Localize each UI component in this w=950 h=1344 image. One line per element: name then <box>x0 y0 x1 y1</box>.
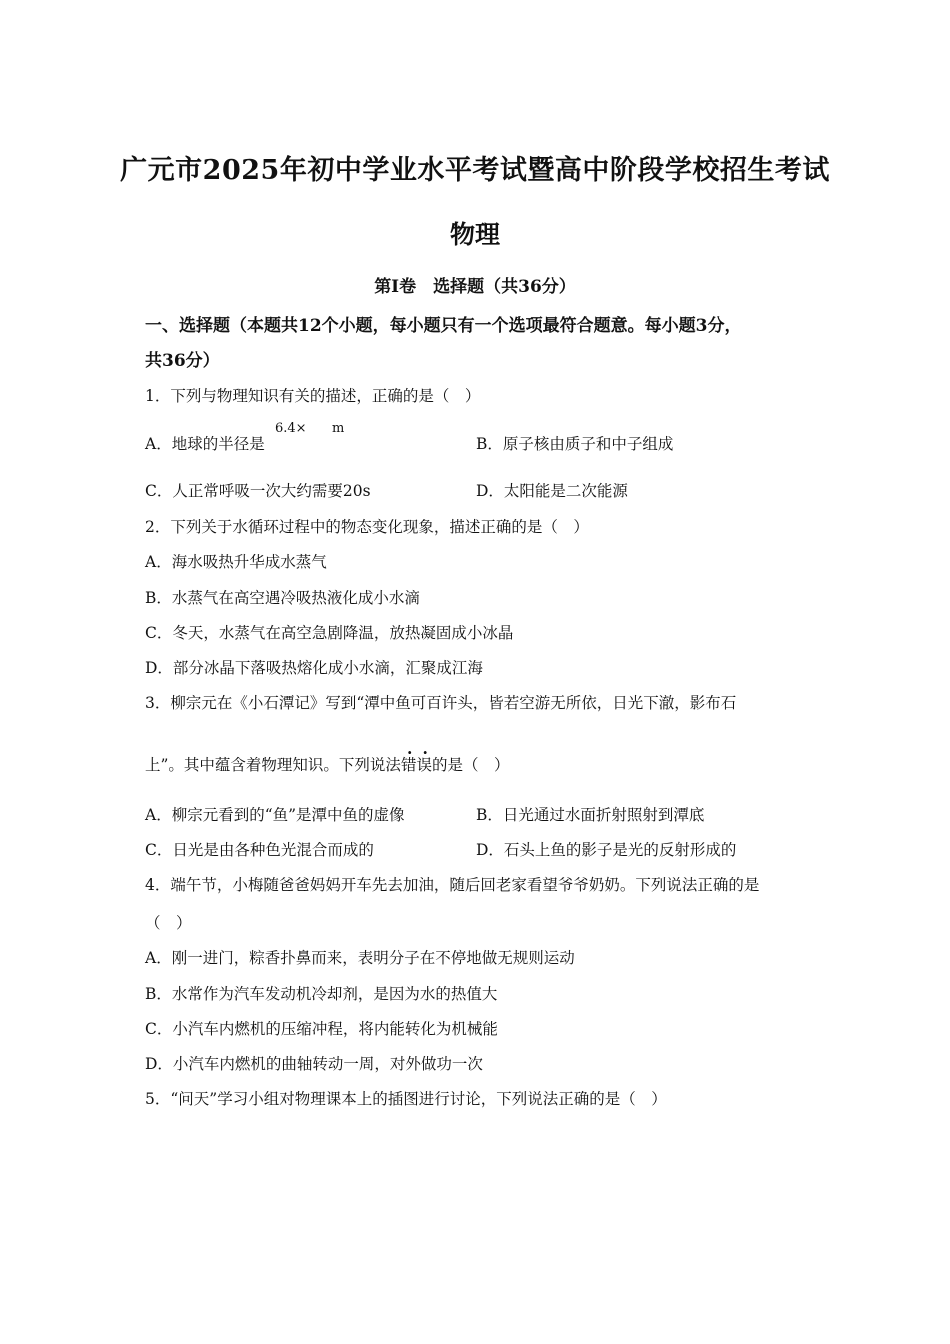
q3-option-b: B．日光通过水面折射照射到潭底 <box>476 806 705 824</box>
q1-stem: 1．下列与物理知识有关的描述，正确的是（ ） <box>145 387 481 405</box>
q1-option-a <box>145 432 265 454</box>
q2-option-b: B．水蒸气在高空遇冷吸热液化成小水滴 <box>145 589 420 607</box>
q1-option-a-unit: m <box>332 421 345 436</box>
q1-option-b: B．原子核由质子和中子组成 <box>476 435 674 453</box>
part-heading-line-2: 共36分） <box>145 351 220 371</box>
q1-option-d: D．太阳能是二次能源 <box>476 482 628 500</box>
part-heading-line-1: 一、选择题（本题共12个小题，每小题只有一个选项最符合题意。每小题3分， <box>145 316 742 336</box>
q3-stem-line-2-pre: 上”。其中蕴含着物理知识。下列说法 <box>145 756 401 774</box>
q4-option-c: C．小汽车内燃机的压缩冲程，将内能转化为机械能 <box>145 1020 498 1038</box>
q4-stem-line-2: （ ） <box>145 914 192 932</box>
q1-option-c: C．人正常呼吸一次大约需要20s <box>145 482 371 500</box>
q4-stem-line-1: 4．端午节，小梅随爸爸妈妈开车先去加油，随后回老家看望爷爷奶奶。下列说法正确的是 <box>145 876 760 894</box>
q3-option-a: A．柳宗元看到的“鱼”是潭中鱼的虚像 <box>145 806 405 824</box>
q1-option-a-value: 6.4× <box>275 421 307 436</box>
q3-stem-line-2 <box>145 753 509 775</box>
subject-title: 物理 <box>449 220 500 249</box>
q4-option-a: A．刚一进门，粽香扑鼻而来，表明分子在不停地做无规则运动 <box>145 949 575 967</box>
q3-option-c: C．日光是由各种色光混合而成的 <box>145 841 374 859</box>
q3-stem-line-2-post: 的是（ ） <box>431 756 510 774</box>
q4-option-d: D．小汽车内燃机的曲轴转动一周，对外做功一次 <box>145 1055 483 1073</box>
q2-stem: 2．下列关于水循环过程中的物态变化现象，描述正确的是（ ） <box>145 518 589 536</box>
q3-emphasis-char-1: 错 <box>400 756 417 774</box>
q4-option-b: B．水常作为汽车发动机冷却剂，是因为水的热值大 <box>145 985 498 1003</box>
q2-option-c: C．冬天，水蒸气在高空急剧降温，放热凝固成小冰晶 <box>145 624 514 642</box>
section-title: 第Ⅰ卷 选择题（共36分） <box>374 277 576 297</box>
q5-stem: 5．“问天”学习小组对物理课本上的插图进行讨论，下列说法正确的是（ ） <box>145 1090 667 1108</box>
q3-stem-line-1: 3．柳宗元在《小石潭记》写到“潭中鱼可百许头，皆若空游无所依，日光下澈，影布石 <box>145 694 737 712</box>
q3-emphasis-char-2: 误 <box>416 756 432 774</box>
q3-option-d: D．石头上鱼的影子是光的反射形成的 <box>476 841 737 859</box>
q2-option-a: A．海水吸热升华成水蒸气 <box>145 553 327 571</box>
q1-option-a-text: A．地球的半径是 <box>145 435 265 453</box>
q2-option-d: D．部分冰晶下落吸热熔化成小水滴，汇聚成江海 <box>145 659 483 677</box>
exam-title: 广元市2025年初中学业水平考试暨高中阶段学校招生考试 <box>120 155 830 186</box>
